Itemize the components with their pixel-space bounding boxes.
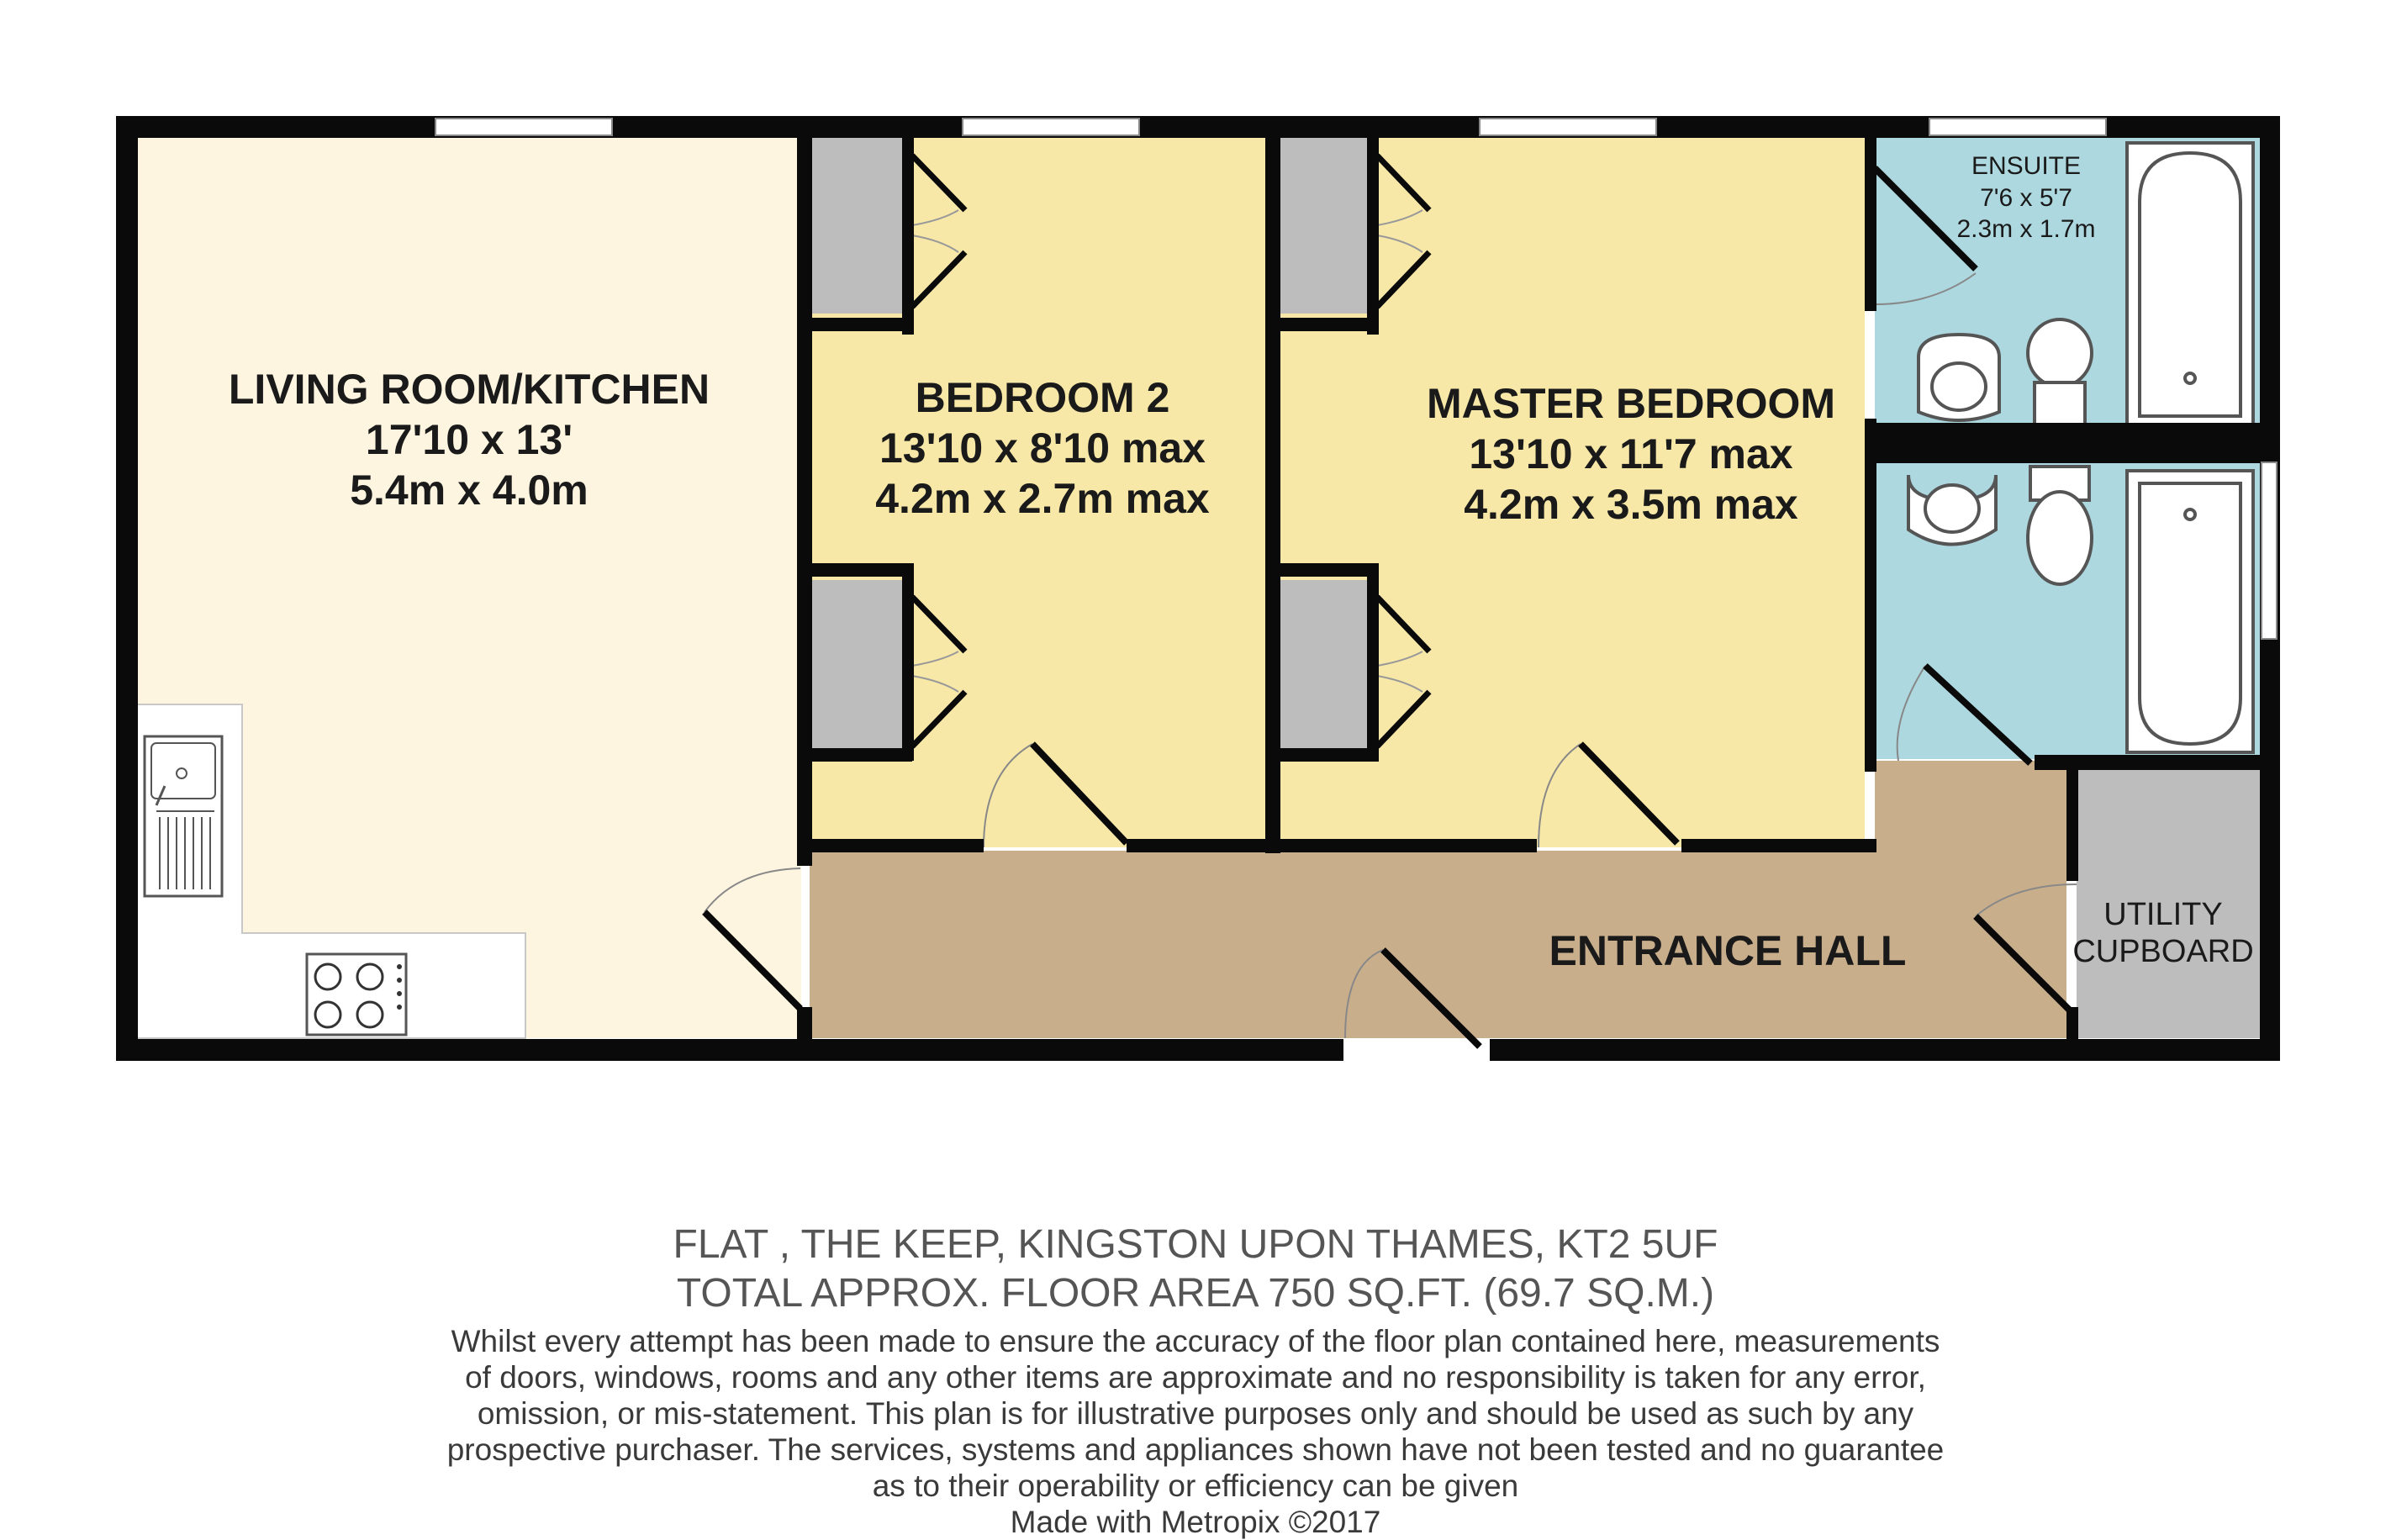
ensuite-name: ENSUITE <box>1971 152 2082 180</box>
master-bedroom-imperial: 13'10 x 11'7 max <box>1469 430 1793 477</box>
hall-upper-fill <box>1875 761 2066 853</box>
living-room-metric: 5.4m x 4.0m <box>350 467 589 514</box>
utility-name-line1: UTILITY <box>2103 897 2223 932</box>
master-bedroom-metric: 4.2m x 3.5m max <box>1464 481 1798 528</box>
disclaimer-line: of doors, windows, rooms and any other items are approximate and no responsibility is taken for any error, <box>465 1360 1926 1395</box>
ensuite-imperial: 7'6 x 5'7 <box>1980 184 2072 212</box>
entrance-hall-name: ENTRANCE HALL <box>1549 927 1907 974</box>
kitchen-sink-icon <box>145 736 222 896</box>
living-room-name: LIVING ROOM/KITCHEN <box>228 366 710 413</box>
floor-area: TOTAL APPROX. FLOOR AREA 750 SQ.FT. (69.7 SQ.M.) <box>676 1271 1715 1316</box>
disclaimer-line: as to their operability or efficiency can be given <box>872 1469 1519 1503</box>
bedroom-2-name: BEDROOM 2 <box>915 374 1170 421</box>
disclaimer-line: prospective purchaser. The services, systems and appliances shown have not been tested and no guarantee <box>446 1432 1945 1467</box>
bedroom-2-metric: 4.2m x 2.7m max <box>875 475 1210 522</box>
ensuite-metric: 2.3m x 1.7m <box>1956 215 2096 243</box>
address: FLAT , THE KEEP, KINGSTON UPON THAMES, KT2 5UF <box>673 1222 1718 1267</box>
utility-name-line2: CUPBOARD <box>2072 934 2254 969</box>
plan-footer <box>0 1221 2391 1540</box>
credit: Made with Metropix ©2017 <box>1010 1505 1381 1539</box>
living-room-imperial: 17'10 x 13' <box>365 416 573 463</box>
master-bedroom-name: MASTER BEDROOM <box>1426 380 1836 427</box>
bedroom-2-imperial: 13'10 x 8'10 max <box>879 425 1206 472</box>
disclaimer-line: omission, or mis-statement. This plan is for illustrative purposes only and should be used as such by any <box>477 1396 1914 1431</box>
hob-icon <box>307 954 406 1035</box>
disclaimer-line: Whilst every attempt has been made to ensure the accuracy of the floor plan contained here, measurements <box>451 1324 1940 1358</box>
